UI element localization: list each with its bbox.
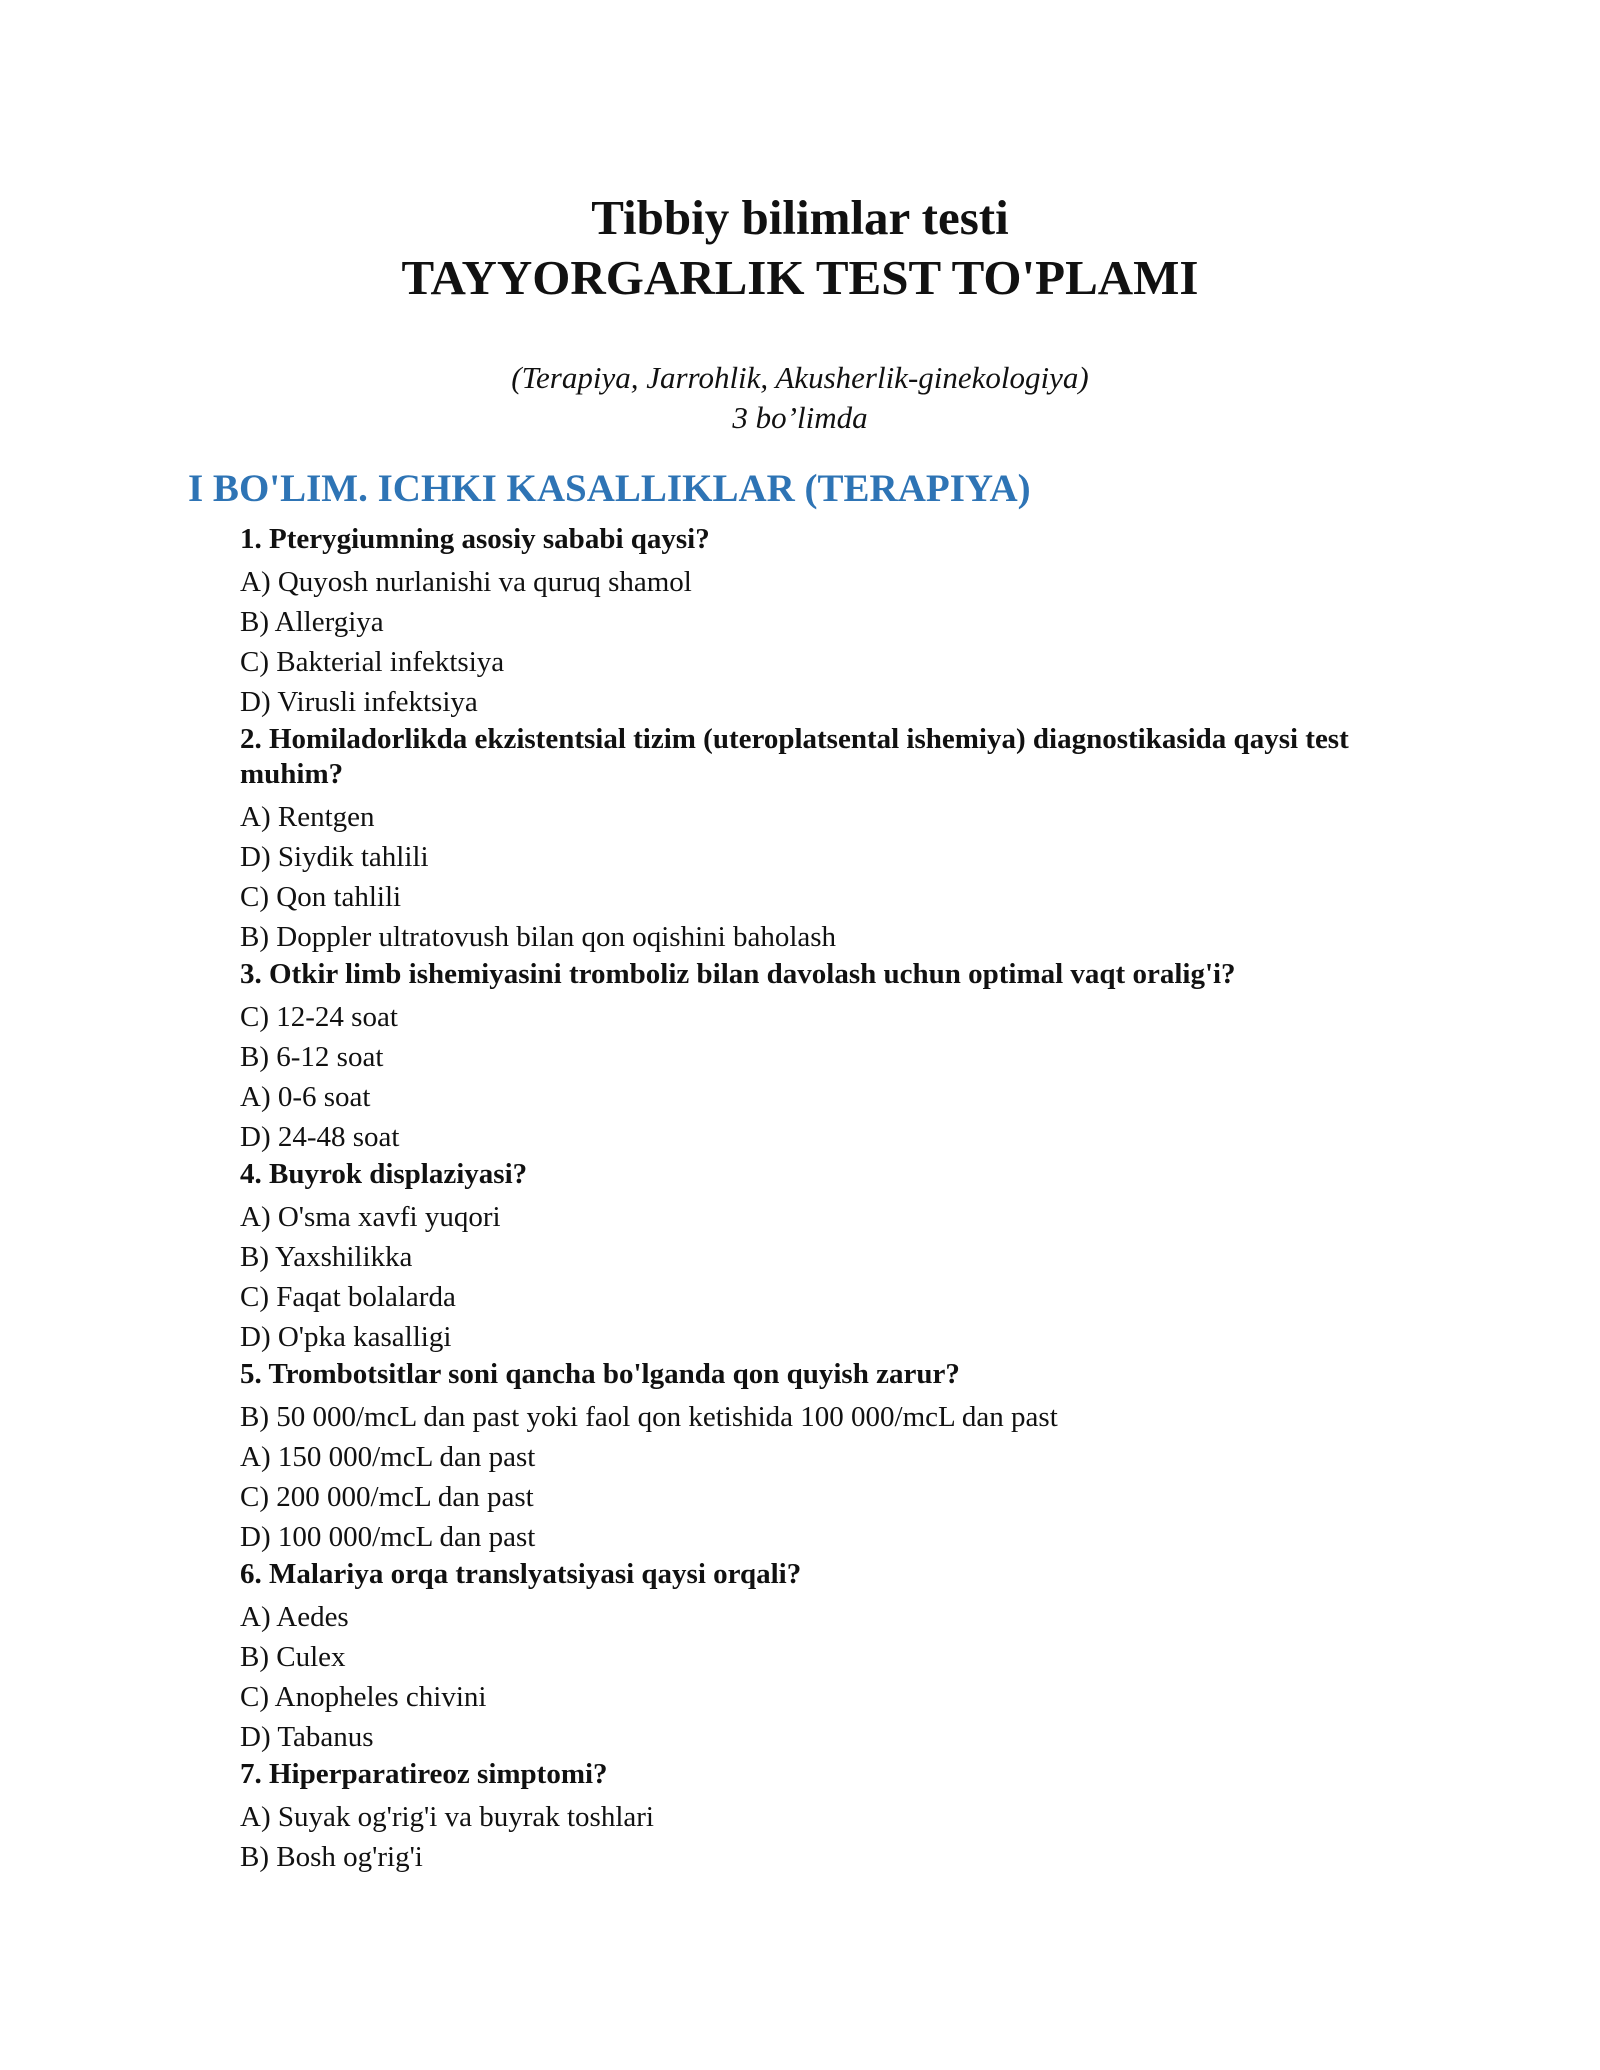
answer-option: B) 6-12 soat (240, 1041, 384, 1073)
answer-option: C) Anopheles chivini (240, 1681, 487, 1713)
section-heading: I BO'LIM. ICHKI KASALLIKLAR (TERAPIYA) (188, 467, 1031, 510)
question-item (240, 1157, 1420, 1357)
answer-option: C) 200 000/mcL dan past (240, 1481, 534, 1513)
answer-option: A) O'sma xavfi yuqori (240, 1201, 501, 1233)
answer-option: B) Doppler ultratovush bilan qon oqishini baholash (240, 921, 837, 953)
answer-option: C) Qon tahlili (240, 881, 402, 913)
question-text: 2. Homiladorlikda ekzistentsial tizim (uteroplatsental ishemiya) diagnostikasida qaysi test muhim? (240, 723, 1349, 790)
question-item (240, 957, 1420, 1157)
answer-option: A) Aedes (240, 1601, 349, 1633)
question-text: 6. Malariya orqa translyatsiyasi qaysi orqali? (240, 1558, 802, 1590)
question-text: 3. Otkir limb ishemiyasini tromboliz bilan davolash uchun optimal vaqt oralig'i? (240, 958, 1236, 990)
sections-count-line: 3 bo’limda (732, 400, 868, 435)
answer-option: D) Siydik tahlili (240, 841, 429, 873)
answer-option: C) Bakterial infektsiya (240, 646, 505, 678)
question-item (240, 722, 1420, 957)
title-block (0, 188, 1600, 308)
answer-option: A) Rentgen (240, 801, 375, 833)
question-text: 5. Trombotsitlar soni qancha bo'lganda qon quyish zarur? (240, 1358, 960, 1390)
question-item (240, 1357, 1420, 1557)
answer-option: B) 50 000/mcL dan past yoki faol qon ketishida 100 000/mcL dan past (240, 1401, 1058, 1433)
answer-option: B) Yaxshilikka (240, 1241, 413, 1273)
answer-option: A) Quyosh nurlanishi va quruq shamol (240, 566, 692, 598)
question-text: 4. Buyrok displaziyasi? (240, 1158, 528, 1190)
subtitle-block (0, 358, 1600, 438)
question-item (240, 522, 1420, 722)
answer-option: B) Culex (240, 1641, 346, 1673)
answer-option: A) 0-6 soat (240, 1081, 371, 1113)
answer-option: D) 24-48 soat (240, 1121, 400, 1153)
document-title: Tibbiy bilimlar testi (591, 190, 1009, 245)
answer-option: A) Suyak og'rig'i va buyrak toshlari (240, 1801, 654, 1833)
answer-option: D) Tabanus (240, 1721, 374, 1753)
document-subtitle-heading: TAYYORGARLIK TEST TO'PLAMI (401, 250, 1199, 305)
answer-option: D) 100 000/mcL dan past (240, 1521, 536, 1553)
answer-option: B) Bosh og'rig'i (240, 1841, 423, 1873)
question-list (240, 522, 1420, 1877)
answer-option: D) Virusli infektsiya (240, 686, 478, 718)
question-text: 7. Hiperparatireoz simptomi? (240, 1758, 608, 1790)
disciplines-line: (Terapiya, Jarrohlik, Akusherlik-ginekologiya) (511, 360, 1089, 395)
answer-option: B) Allergiya (240, 606, 384, 638)
answer-option: C) 12-24 soat (240, 1001, 398, 1033)
answer-option: A) 150 000/mcL dan past (240, 1441, 536, 1473)
answer-option: C) Faqat bolalarda (240, 1281, 456, 1313)
question-item (240, 1557, 1420, 1757)
question-item (240, 1757, 1420, 1877)
question-text: 1. Pterygiumning asosiy sababi qaysi? (240, 523, 710, 555)
answer-option: D) O'pka kasalligi (240, 1321, 452, 1353)
